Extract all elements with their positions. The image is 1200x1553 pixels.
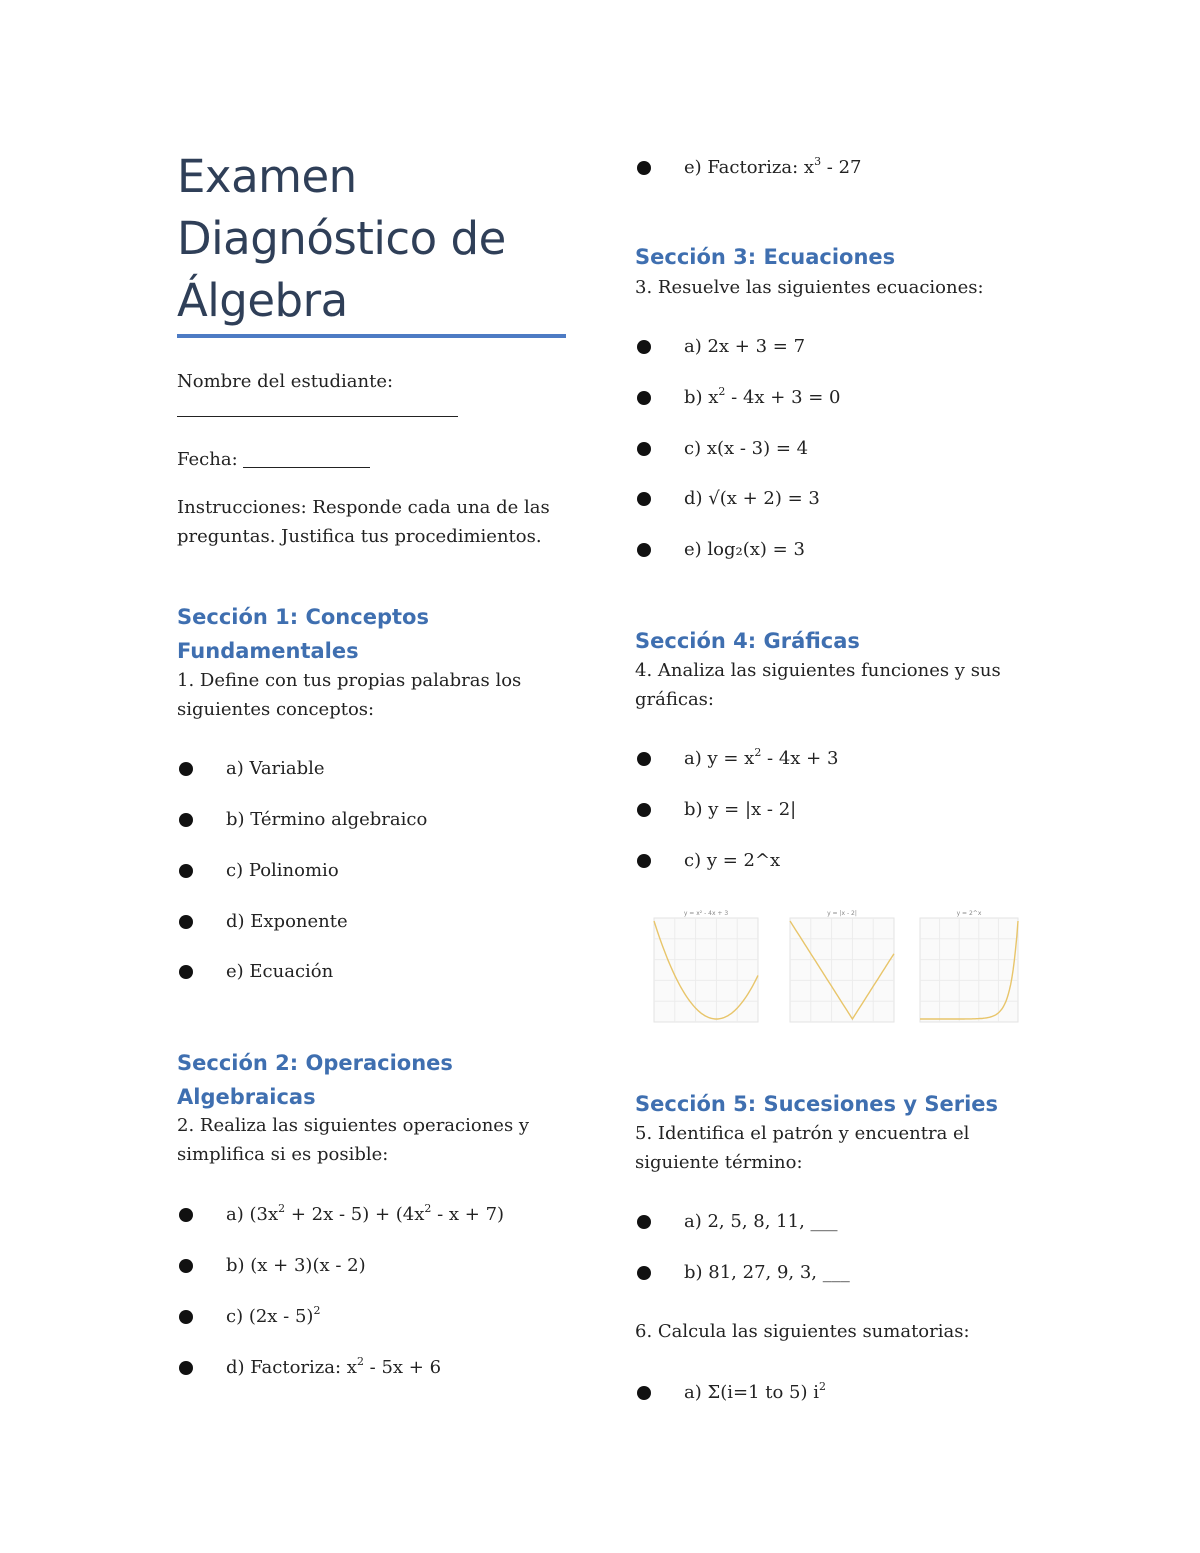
bullet-icon: [637, 391, 651, 405]
graph-exponential: [902, 906, 1022, 1034]
bullet-icon: [637, 340, 651, 354]
section-2-heading: Sección 2: Operaciones Algebraicas: [177, 1051, 453, 1109]
section-2-prompt: 2. Realiza las siguientes operaciones y simplifica si es posible:: [177, 1115, 530, 1165]
student-name-label: Nombre del estudiante:: [177, 371, 394, 392]
bullet-icon: [179, 1208, 193, 1222]
section-3-heading: Sección 3: Ecuaciones: [635, 245, 896, 269]
section-1-heading: Sección 1: Conceptos Fundamentales: [177, 605, 429, 663]
bullet-icon: [179, 965, 193, 979]
bullet-icon: [637, 854, 651, 868]
graph-title: y = 2^x: [956, 910, 982, 917]
date-label: Fecha:: [177, 449, 238, 470]
function-graphs: [636, 906, 1021, 1034]
bullet-icon: [179, 1361, 193, 1375]
bullet-icon: [637, 543, 651, 557]
bullet-icon: [637, 161, 651, 175]
bullet-icon: [179, 864, 193, 878]
bullet-icon: [637, 1266, 651, 1280]
page-title: Examen Diagnóstico de Álgebra: [177, 150, 506, 327]
bullet-icon: [637, 442, 651, 456]
instructions: Instrucciones: Responde cada una de las preguntas. Justifica tus procedimientos.: [177, 497, 550, 547]
graph-quadratic: [636, 906, 762, 1034]
bullet-icon: [179, 1310, 193, 1324]
bullet-icon: [179, 915, 193, 929]
bullet-icon: [637, 1215, 651, 1229]
bullet-icon: [637, 803, 651, 817]
bullet-icon: [179, 762, 193, 776]
graph-title: y = |x - 2|: [827, 910, 857, 917]
date-blank[interactable]: [243, 467, 370, 468]
bullet-icon: [179, 1259, 193, 1273]
section-5-prompt-2: 6. Calcula las siguientes sumatorias:: [635, 1321, 970, 1342]
section-5-heading: Sección 5: Sucesiones y Series: [635, 1092, 999, 1116]
section-4-prompt: 4. Analiza las siguientes funciones y sus gráficas:: [635, 660, 1001, 710]
bullet-icon: [637, 1386, 651, 1400]
section-1-prompt: 1. Define con tus propias palabras los siguientes conceptos:: [177, 670, 522, 720]
section-3-prompt: 3. Resuelve las siguientes ecuaciones:: [635, 277, 984, 298]
section-5-prompt: 5. Identifica el patrón y encuentra el siguiente término:: [635, 1123, 970, 1173]
section-4-heading: Sección 4: Gráficas: [635, 629, 860, 653]
title-divider: [177, 334, 566, 338]
graph-title: y = x² - 4x + 3: [683, 910, 729, 917]
plot-area: [654, 918, 758, 1022]
bullet-icon: [179, 813, 193, 827]
student-name-blank[interactable]: [177, 416, 458, 417]
bullet-icon: [637, 492, 651, 506]
bullet-icon: [637, 752, 651, 766]
plot-area: [790, 918, 894, 1022]
graph-absolute: [772, 906, 898, 1034]
